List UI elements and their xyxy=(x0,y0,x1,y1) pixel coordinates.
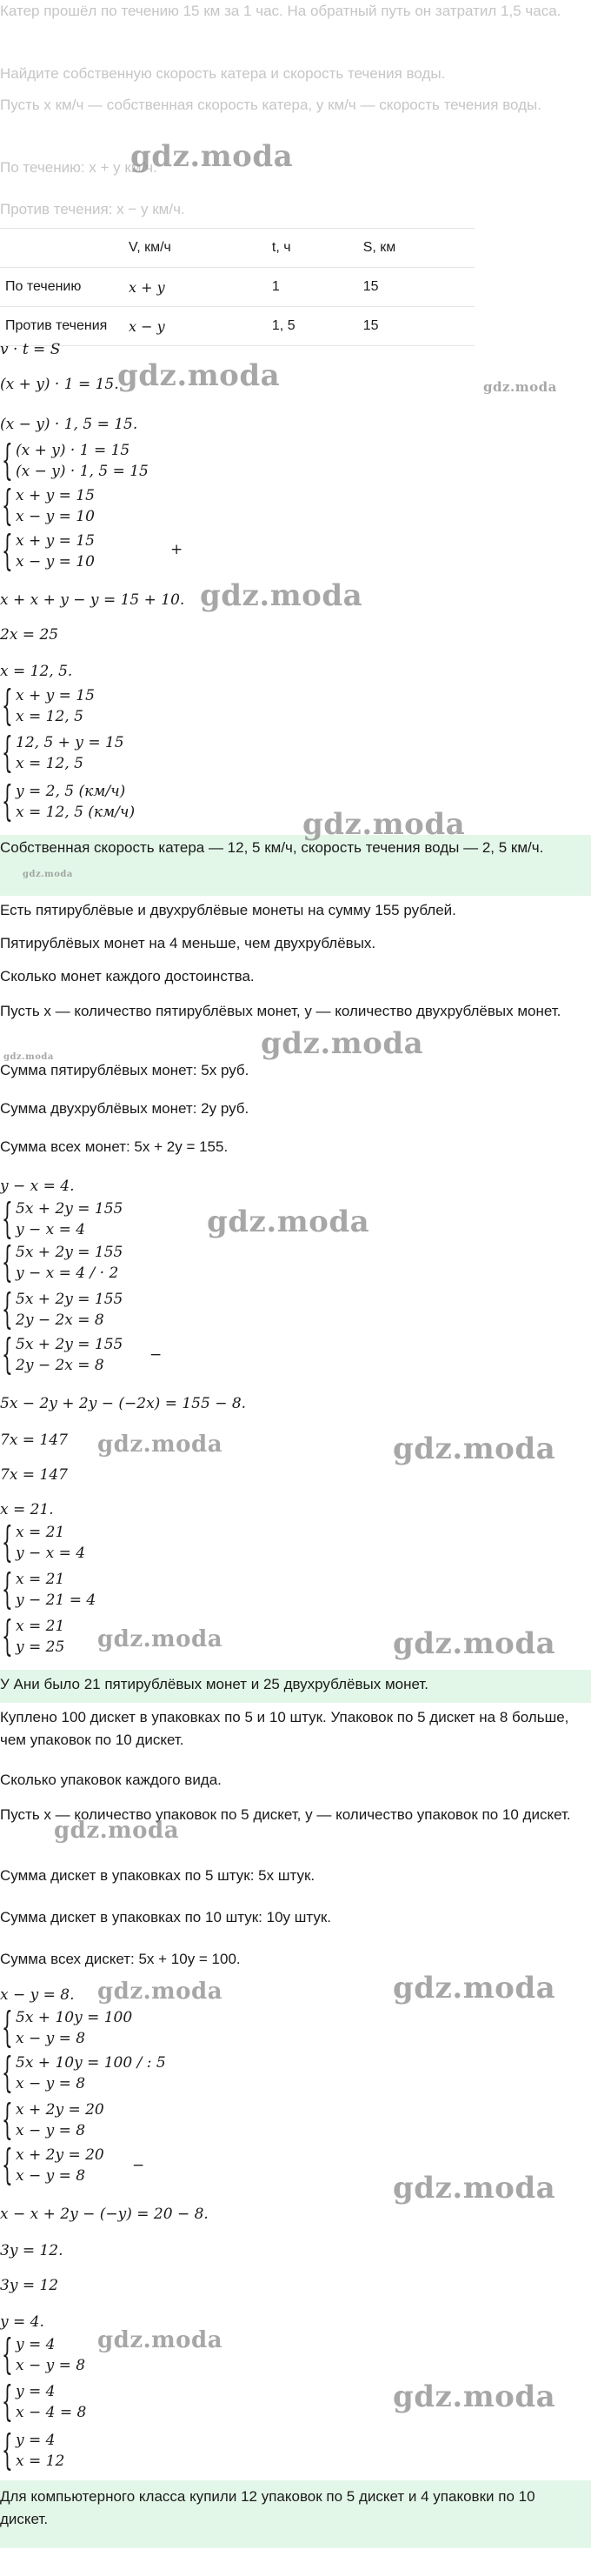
table-header-row xyxy=(0,229,475,268)
system-line: x − 4 = 8 xyxy=(16,2404,87,2421)
table-row xyxy=(0,268,475,307)
equation: 3y = 12. xyxy=(0,2242,63,2259)
equation: 3y = 12 xyxy=(0,2277,59,2294)
task2-let: Пусть x — количество пятирублёвых монет, y — количество двухрублёвых монет. xyxy=(0,1003,561,1019)
system-line: x + y = 15 xyxy=(16,487,95,504)
equation: (x − y) · 1, 5 = 15. xyxy=(0,416,138,433)
system-line: y − x = 4 xyxy=(16,1545,86,1562)
system-line: 5x + 2y = 155 xyxy=(16,1244,123,1261)
watermark: gdz.moda xyxy=(302,807,466,842)
table-cell: x − y xyxy=(123,307,267,346)
system-line: y = 4 xyxy=(16,2336,56,2353)
table-cell: 15 xyxy=(358,268,475,307)
system-line: x = 12 xyxy=(16,2453,65,2470)
system-line: x + 2y = 20 xyxy=(16,2146,104,2164)
task1-condition: Катер прошёл по течению 15 км за 1 час. На обратный путь он затратил 1,5 часа. xyxy=(0,3,561,19)
task2-sum-all: Сумма всех монет: 5x + 2y = 155. xyxy=(0,1138,229,1155)
watermark: gdz.moda xyxy=(130,139,294,174)
watermark: gdz.moda xyxy=(3,1052,54,1062)
watermark: gdz.moda xyxy=(54,1818,180,1844)
equation: 2x = 25 xyxy=(0,626,59,644)
watermark: gdz.moda xyxy=(97,1979,223,2005)
task2-sum2: Сумма двухрублёвых монет: 2y руб. xyxy=(0,1100,249,1117)
task2-sum5: Сумма пятирублёвых монет: 5x руб. xyxy=(0,1062,249,1078)
system-line: 5x + 10y = 100 xyxy=(16,2009,133,2026)
watermark: gdz.moda xyxy=(393,2171,556,2206)
system-line: x − y = 8 xyxy=(16,2167,86,2185)
watermark: gdz.moda xyxy=(393,1431,556,1466)
watermark: gdz.moda xyxy=(393,1626,556,1661)
task1-let: Пусть x км/ч — собственная скорость катера, y км/ч — скорость течения воды. xyxy=(0,97,541,113)
system-line: x = 21 xyxy=(16,1618,65,1635)
equation: x = 12, 5. xyxy=(0,663,73,680)
watermark: gdz.moda xyxy=(393,1971,556,2005)
table-header-cell xyxy=(0,229,123,268)
equation: 5x − 2y + 2y − (−2x) = 155 − 8. xyxy=(0,1395,247,1412)
equation: v · t = S xyxy=(0,341,61,358)
system-line: x − y = 8 xyxy=(16,2122,86,2139)
task3-answer: Для компьютерного класса купили 12 упаковок по 5 дискет и 4 упаковки по 10 дискет. xyxy=(0,2488,535,2528)
task2-condition-2: Пятирублёвых монет на 4 меньше, чем двухрублёвых. xyxy=(0,935,376,951)
table-row xyxy=(0,307,475,346)
system-line: x + 2y = 20 xyxy=(16,2101,104,2119)
system-line: x − y = 8 xyxy=(16,2030,86,2047)
system-line: x + y = 15 xyxy=(16,532,95,550)
task3-let: Пусть x — количество упаковок по 5 дискет, y — количество упаковок по 10 дискет. xyxy=(0,1806,571,1823)
system-line: 5x + 2y = 155 xyxy=(16,1336,123,1353)
task1-answer: Собственная скорость катера — 12, 5 км/ч, скорость течения воды — 2, 5 км/ч. xyxy=(0,839,544,856)
system-line: x + y = 15 xyxy=(16,687,95,704)
watermark: gdz.moda xyxy=(261,1026,424,1061)
system-line: y − x = 4 / · 2 xyxy=(16,1265,119,1282)
system-line: 5x + 10y = 100 / : 5 xyxy=(16,2054,166,2072)
watermark: gdz.moda xyxy=(117,358,281,393)
table-cell: По течению xyxy=(0,268,123,307)
table-header-cell: S, км xyxy=(358,229,475,268)
task3-sum-all: Сумма всех дискет: 5x + 10y = 100. xyxy=(0,1951,241,1967)
watermark: gdz.moda xyxy=(97,2327,223,2353)
equation: x − y = 8. xyxy=(0,1986,75,2004)
system-line: x = 21 xyxy=(16,1524,65,1541)
system-line: y − x = 4 xyxy=(16,1221,86,1238)
system-line: y = 4 xyxy=(16,2383,56,2400)
watermark: gdz.moda xyxy=(97,1431,223,1458)
task3-sum10: Сумма дискет в упаковках по 10 штук: 10y штук. xyxy=(0,1909,332,1925)
system-line: x − y = 10 xyxy=(16,553,95,571)
task2-question: Сколько монет каждого достоинства. xyxy=(0,968,255,984)
system-line: x = 12, 5 xyxy=(16,755,83,772)
system-line: y − 21 = 4 xyxy=(16,1592,96,1609)
task3-question: Сколько упаковок каждого вида. xyxy=(0,1772,222,1788)
watermark: gdz.moda xyxy=(393,2379,556,2414)
speed-table xyxy=(0,228,475,346)
system-line: y = 2, 5 (км/ч) xyxy=(16,783,126,800)
system-line: x − y = 8 xyxy=(16,2357,86,2374)
task3-sum5: Сумма дискет в упаковках по 5 штук: 5x штук. xyxy=(0,1867,315,1884)
system-line: y = 25 xyxy=(16,1638,65,1656)
system-line: 12, 5 + y = 15 xyxy=(16,734,124,751)
system-line: 2y − 2x = 8 xyxy=(16,1311,104,1329)
equation: x = 21. xyxy=(0,1501,54,1518)
table-cell: 1, 5 xyxy=(267,307,358,346)
task2-condition: Есть пятирублёвые и двухрублёвые монеты на сумму 155 рублей. xyxy=(0,902,456,918)
equation: 7x = 147 xyxy=(0,1466,68,1484)
system-line: 2y − 2x = 8 xyxy=(16,1357,104,1374)
operation-sign: + xyxy=(170,541,183,558)
equation: y − x = 4. xyxy=(0,1178,75,1195)
task2-answer: У Ани было 21 пятирублёвых монет и 25 двухрублёвых монет. xyxy=(0,1676,428,1692)
equation: x − x + 2y − (−y) = 20 − 8. xyxy=(0,2206,209,2223)
system-line: 5x + 2y = 155 xyxy=(16,1200,123,1218)
system-line: y = 4 xyxy=(16,2432,56,2449)
table-cell: Против течения xyxy=(0,307,123,346)
equation: x + x + y − y = 15 + 10. xyxy=(0,591,185,609)
table-cell: x + y xyxy=(123,268,267,307)
task1-downstream: По течению: x + y км/ч. xyxy=(0,159,157,176)
operation-sign: − xyxy=(132,2157,145,2174)
watermark: gdz.moda xyxy=(207,1205,370,1239)
system-line: x − y = 8 xyxy=(16,2075,86,2092)
equation: (x + y) · 1 = 15. xyxy=(0,376,119,393)
table-cell: 15 xyxy=(358,307,475,346)
watermark: gdz.moda xyxy=(200,578,363,613)
system-line: x − y = 10 xyxy=(16,508,95,525)
system-line: (x + y) · 1 = 15 xyxy=(16,442,130,459)
table-header-cell: V, км/ч xyxy=(123,229,267,268)
task1-question: Найдите собственную скорость катера и скорость течения воды. xyxy=(0,65,446,82)
task1-upstream: Против течения: x − y км/ч. xyxy=(0,201,185,217)
watermark: gdz.moda xyxy=(23,870,73,879)
table-header-cell: t, ч xyxy=(267,229,358,268)
equation: y = 4. xyxy=(0,2313,44,2331)
operation-sign: − xyxy=(149,1346,163,1364)
watermark: gdz.moda xyxy=(483,379,557,395)
system-line: x = 21 xyxy=(16,1571,65,1588)
equation: 7x = 147 xyxy=(0,1431,68,1449)
watermark: gdz.moda xyxy=(97,1626,223,1652)
system-line: x = 12, 5 (км/ч) xyxy=(16,804,136,821)
system-line: x = 12, 5 xyxy=(16,708,83,725)
task3-condition: Куплено 100 дискет в упаковках по 5 и 10 штук. Упаковок по 5 дискет на 8 больше, чем упаковок по 10 дискет. xyxy=(0,1709,569,1749)
system-line: 5x + 2y = 155 xyxy=(16,1291,123,1308)
table-cell: 1 xyxy=(267,268,358,307)
system-line: (x − y) · 1, 5 = 15 xyxy=(16,463,149,480)
